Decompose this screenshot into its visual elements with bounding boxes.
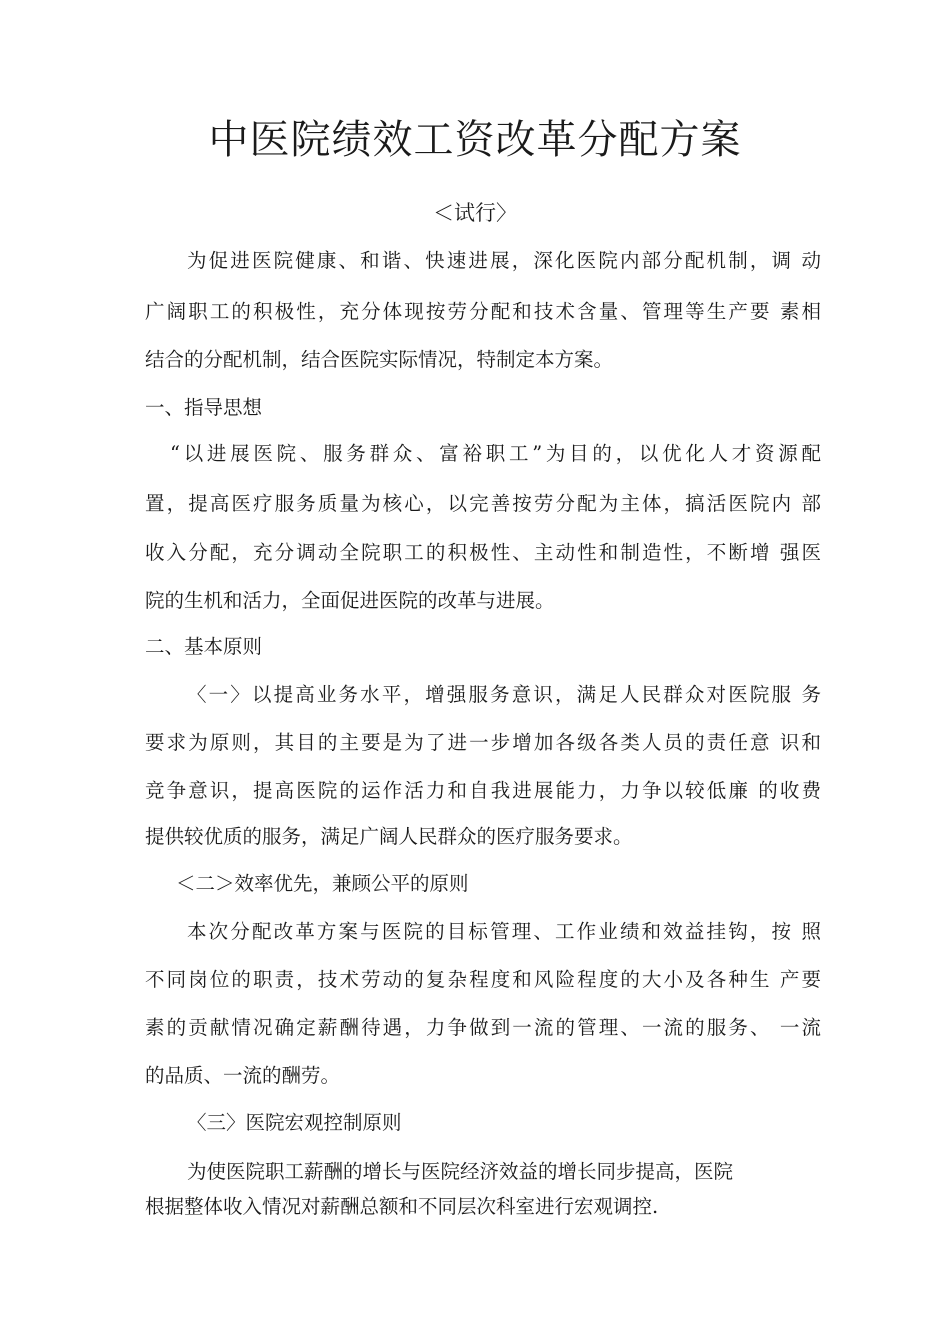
paragraph-line: 竞争意识，提高医院的运作活力和自我进展能力，力争以较低廉 的收费 — [145, 779, 821, 802]
subsection-heading: ＜二＞效率优先，兼顾公平的原则 — [176, 872, 469, 895]
section-heading: 二、基本原则 — [145, 635, 263, 658]
paragraph-line: 的品质、一流的酬劳。 — [145, 1064, 341, 1087]
paragraph-line: 提供较优质的服务，满足广阔人民群众的医疗服务要求。 — [145, 825, 633, 848]
paragraph-line: 本次分配改革方案与医院的目标管理、工作业绩和效益挂钩，按 照 — [187, 920, 821, 943]
subsection-heading: 〈三〉医院宏观控制原则 — [187, 1111, 402, 1134]
document-subtitle: ＜试行〉 — [433, 201, 517, 225]
paragraph-line: 收入分配，充分调动全院职工的积极性、主动性和制造性，不断增 强医 — [145, 541, 821, 564]
paragraph-line: 素的贡献情况确定薪酬待遇，力争做到一流的管理、一流的服务、 一流 — [145, 1016, 821, 1039]
paragraph-line: 〈一〉以提高业务水平，增强服务意识，满足人民群众对医院服 务 — [187, 683, 821, 706]
paragraph-line: 为使医院职工薪酬的增长与医院经济效益的增长同步提高，医院 — [187, 1160, 734, 1183]
paragraph-line: 根据整体收入情况对薪酬总额和不同层次科室进行宏观调控. — [145, 1195, 659, 1218]
document-title: 中医院绩效工资改革分配方案 — [208, 117, 742, 163]
paragraph-line: 结合的分配机制，结合医院实际情况，特制定本方案。 — [145, 348, 614, 371]
section-heading: 一、指导思想 — [145, 396, 263, 419]
paragraph-line: 置，提高医疗服务质量为核心，以完善按劳分配为主体，搞活医院内 部 — [145, 492, 821, 515]
paragraph-line: 要求为原则，其目的主要是为了进一步增加各级各类人员的责任意 识和 — [145, 731, 821, 754]
paragraph-line: 院的生机和活力，全面促进医院的改革与进展。 — [145, 589, 555, 612]
paragraph-line: 广阔职工的积极性，充分体现按劳分配和技术含量、管理等生产要 素相 — [145, 300, 821, 323]
paragraph-line: 为促进医院健康、和谐、快速进展，深化医院内部分配机制，调 动 — [187, 249, 821, 272]
paragraph-line: “以进展医院、服务群众、富裕职工”为目的，以优化人才资源配 — [170, 442, 821, 465]
paragraph-line: 不同岗位的职责，技术劳动的复杂程度和风险程度的大小及各种生 产要 — [145, 968, 821, 991]
